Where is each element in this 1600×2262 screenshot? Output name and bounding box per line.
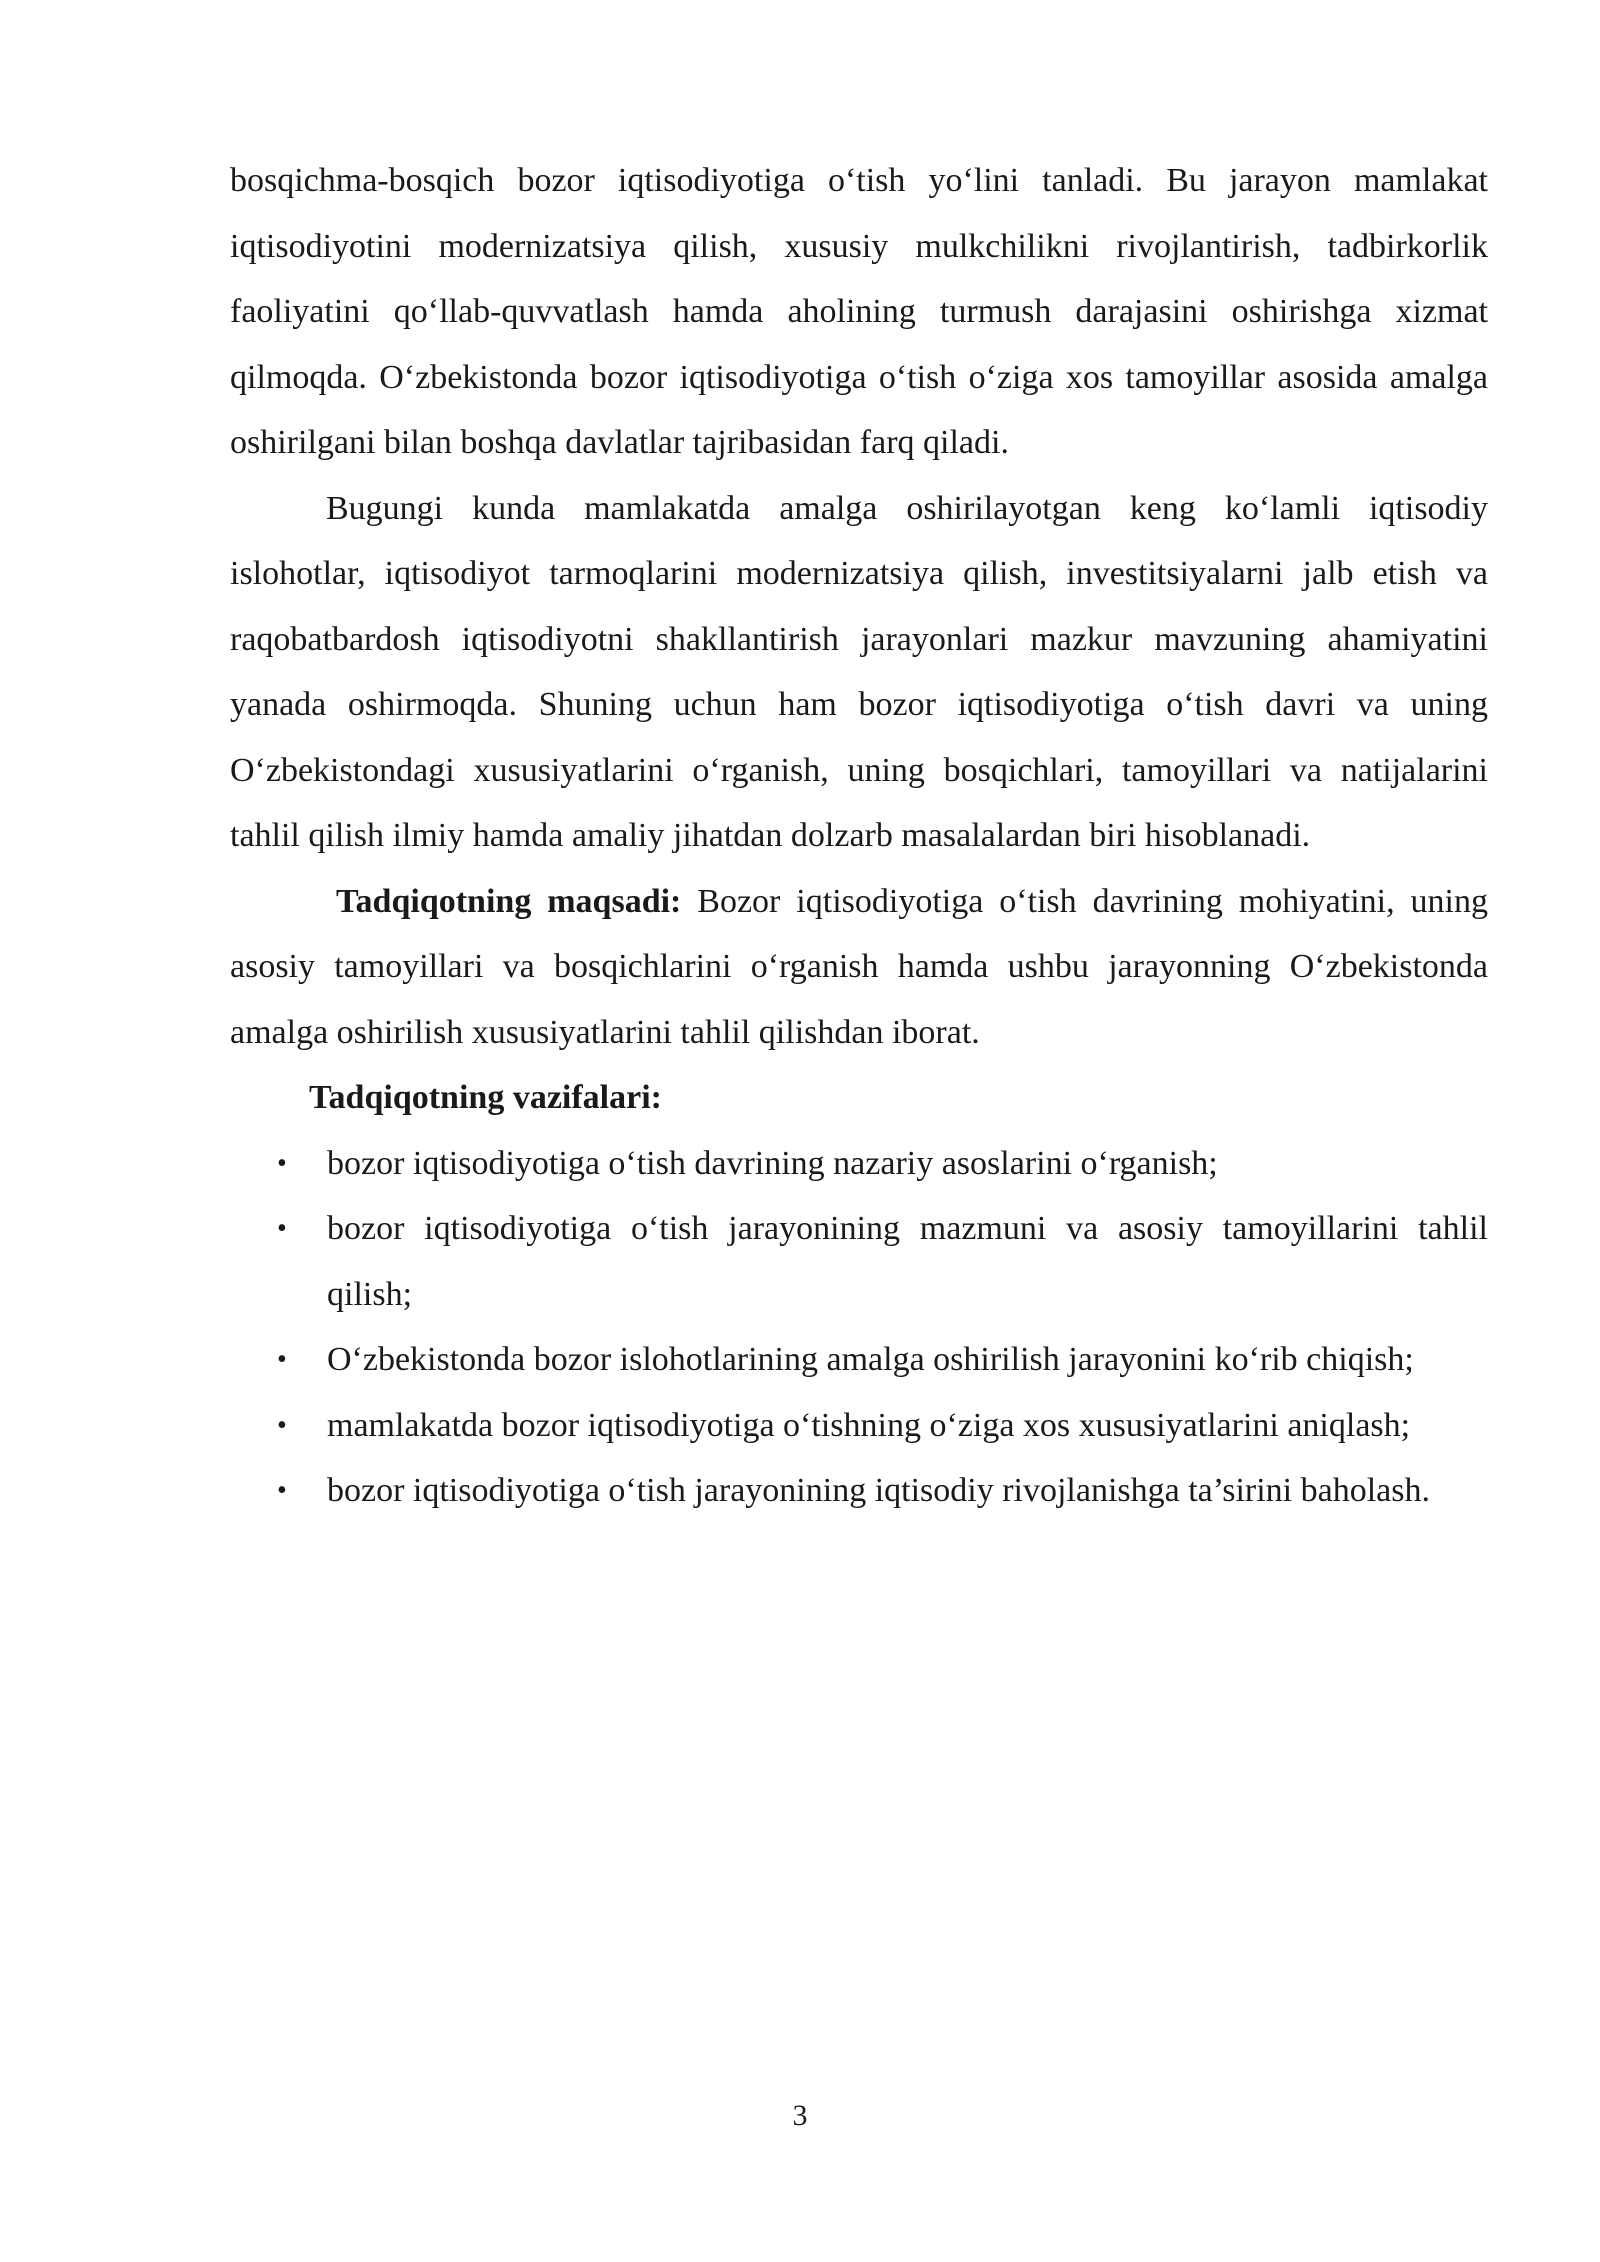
- list-item: [230, 1131, 1488, 1197]
- list-item-text: bozor iqtisodiyotiga o‘tish davrining nazariy asoslarini o‘rganish;: [327, 1144, 1218, 1182]
- bullet-icon: •: [277, 1213, 287, 1244]
- list-item: [230, 1327, 1488, 1393]
- document-page: [230, 148, 1488, 1524]
- research-goal-text: Bozor iqtisodiyotiga o‘tish davrining mohiyatini, uning asosiy tamoyillari va bosqichlarini o‘rganish hamda ushbu jarayonning O‘zbekistonda amalga oshirilish xususiyatlarini tahlil qilishdan iborat.: [230, 882, 1488, 1051]
- list-item-text: mamlakatda bozor iqtisodiyotiga o‘tishning o‘ziga xos xususiyatlarini aniqlash;: [327, 1406, 1411, 1444]
- paragraph-intro-continuation: bosqichma-bosqich bozor iqtisodiyotiga o‘tish yo‘lini tanladi. Bu jarayon mamlakat iqtisodiyotini modernizatsiya qilish, xususiy mulkchilikni rivojlantirish, tadbirkorlik faoliyatini qo‘llab-quvvatlash hamda aholining turmush darajasini oshirishga xizmat qilmoqda. O‘zbekistonda bozor iqtisodiyotiga o‘tish o‘ziga xos tamoyillar asosida amalga oshirilgani bilan boshqa davlatlar tajribasidan farq qiladi.: [230, 162, 1488, 461]
- list-item-text: bozor iqtisodiyotiga o‘tish jarayonining mazmuni va asosiy tamoyillarini tahlil qilish;: [327, 1210, 1488, 1313]
- research-goal-label: Tadqiqotning maqsadi:: [336, 882, 682, 920]
- bullet-icon: •: [277, 1475, 287, 1506]
- list-item-text: bozor iqtisodiyotiga o‘tish jarayonining iqtisodiy rivojlanishga ta’sirini baholash.: [327, 1472, 1430, 1509]
- list-item: [230, 1393, 1488, 1459]
- bullet-icon: •: [277, 1409, 287, 1441]
- list-item: [230, 1196, 1488, 1327]
- research-tasks-heading: Tadqiqotning vazifalari:: [309, 1079, 662, 1116]
- research-tasks-list: [230, 1131, 1488, 1524]
- bullet-icon: •: [277, 1147, 287, 1179]
- list-item-text: O‘zbekistonda bozor islohotlarining amalga oshirilish jarayonini ko‘rib chiqish;: [327, 1341, 1414, 1378]
- list-item: [230, 1458, 1488, 1524]
- bullet-icon: •: [277, 1344, 287, 1375]
- paragraph-relevance: Bugungi kunda mamlakatda amalga oshirilayotgan keng ko‘lamli iqtisodiy islohotlar, iqtisodiyot tarmoqlarini modernizatsiya qilish, investitsiyalarni jalb etish va raqobatbardosh iqtisodiyotni shakllantirish jarayonlari mazkur mavzuning ahamiyatini yanada oshirmoqda. Shuning uchun ham bozor iqtisodiyotiga o‘tish davri va uning O‘zbekistondagi xususiyatlarini o‘rganish, uning bosqichlari, tamoyillari va natijalarini tahlil qilish ilmiy hamda amaliy jihatdan dolzarb masalalardan biri hisoblanadi.: [230, 489, 1488, 854]
- page-number: 3: [792, 2099, 808, 2132]
- paragraph-research-goal: [230, 869, 1488, 1066]
